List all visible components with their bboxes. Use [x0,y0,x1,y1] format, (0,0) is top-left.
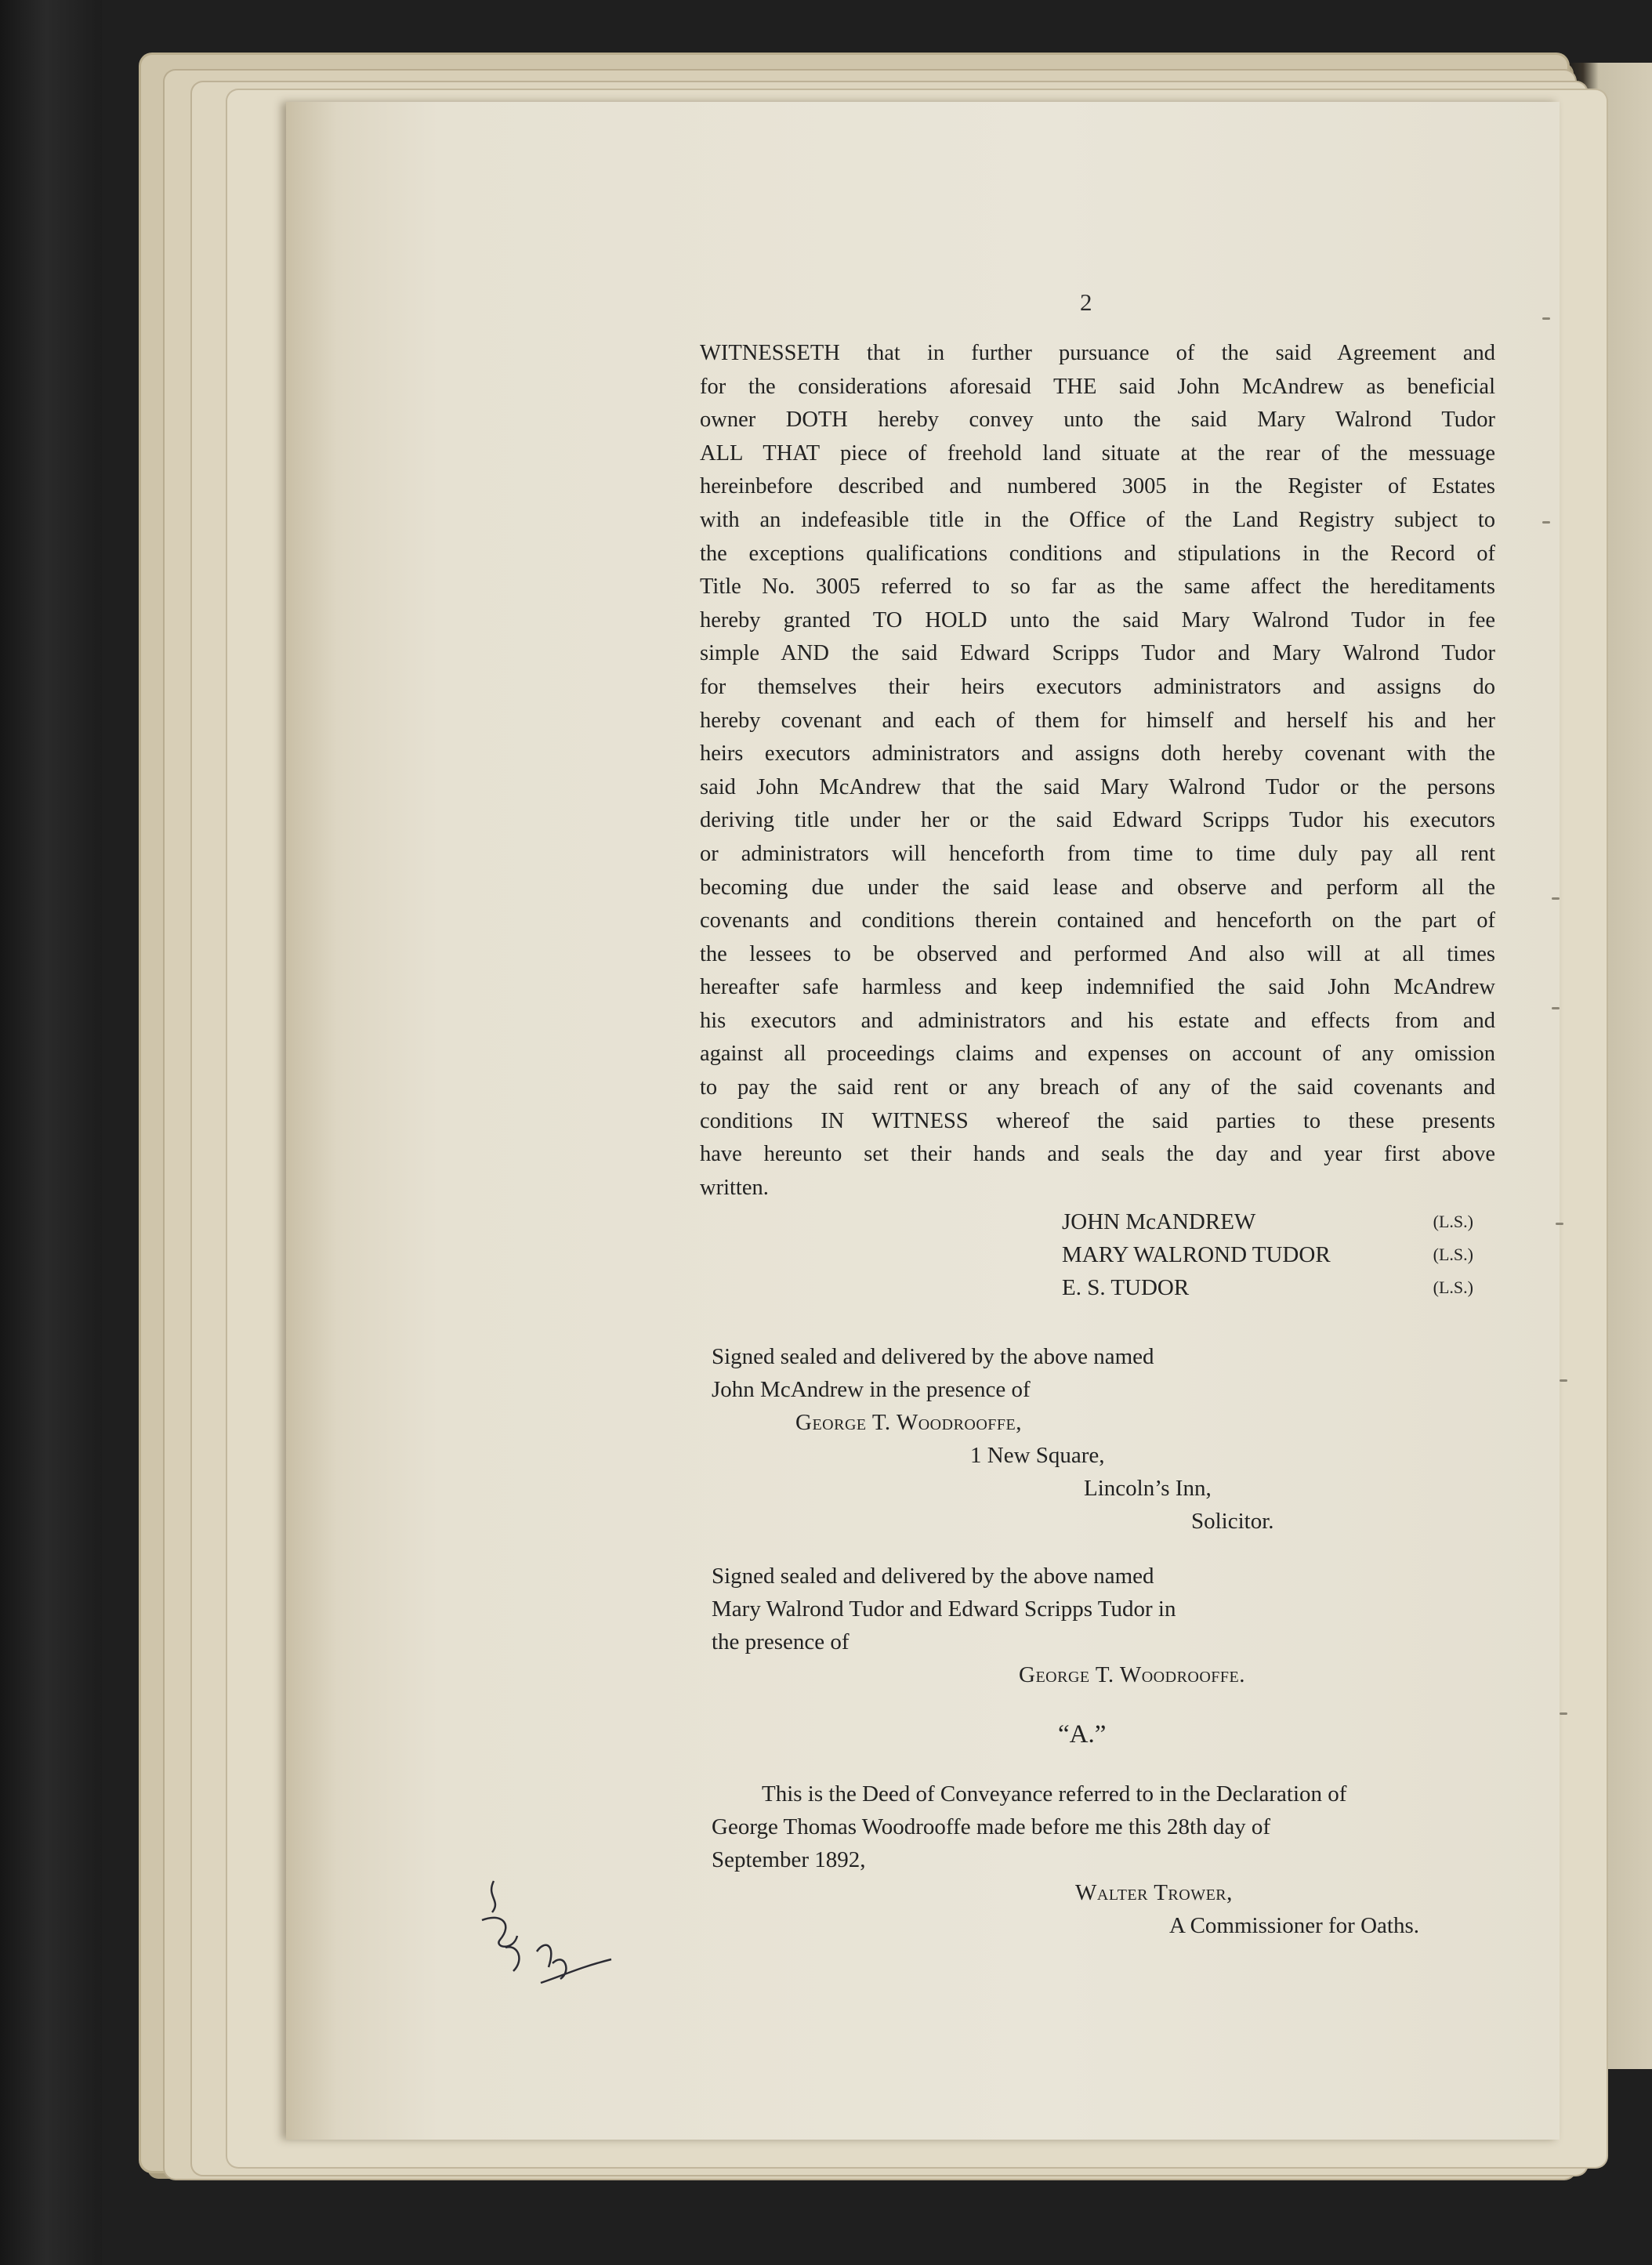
binding-stitch [1542,521,1550,524]
attestation-line: Signed sealed and delivered by the above named [712,1344,1154,1369]
exhibit-mark: “A.” [1058,1720,1107,1749]
body-line: or administrators will henceforth from time to time duly pay all rent [700,841,1495,866]
seal-mark: (L.S.) [1433,1245,1473,1264]
body-line: Title No. 3005 referred to so far as the same affect the hereditaments [700,574,1495,600]
body-line: have hereunto set their hands and seals the day and year first above [700,1142,1495,1167]
body-line: hereafter safe harmless and keep indemnified the said John McAndrew [700,975,1495,1000]
body-line: deriving title under her or the said Edward Scripps Tudor his executors [700,808,1495,833]
body-line: for the considerations aforesaid THE said John McAndrew as beneficial [700,374,1495,399]
attestation-line: the presence of [712,1629,850,1654]
witness-address: Lincoln’s Inn, [1084,1476,1212,1501]
body-line: WITNESSETH that in further pursuance of the said Agreement and [700,341,1495,365]
attestation-line: John McAndrew in the presence of [712,1377,1031,1402]
body-line: becoming due under the said lease and observe and perform all the [700,875,1495,900]
body-line: the exceptions qualifications conditions and stipulations in the Record of [700,541,1495,566]
body-line: hereby covenant and each of them for himself and herself his and her [700,708,1495,733]
declaration-line: George Thomas Woodrooffe made before me this 28th day of [712,1814,1271,1839]
binding-stitch [1560,1379,1567,1382]
seal-mark: (L.S.) [1433,1277,1473,1297]
commissioner-name: Walter Trower, [1075,1880,1233,1905]
commissioner-title: A Commissioner for Oaths. [1169,1913,1419,1938]
body-line: written. [700,1175,769,1200]
body-line: to pay the said rent or any breach of any of the said covenants and [700,1075,1495,1100]
body-line: the lessees to be observed and performed And also will at all times [700,941,1495,966]
body-line: covenants and conditions therein contained and henceforth on the part of [700,908,1495,933]
attestation-line: Mary Walrond Tudor and Edward Scripps Tudor in [712,1596,1176,1622]
body-line: against all proceedings claims and expenses on account of any omission [700,1042,1495,1067]
body-line: conditions IN WITNESS whereof the said parties to these presents [700,1108,1495,1133]
attestation-line: Signed sealed and delivered by the above named [712,1564,1154,1589]
witness-name: George T. Woodrooffe. [1019,1662,1246,1687]
witness-name: George T. Woodrooffe, [795,1410,1023,1435]
binding-stitch [1560,1712,1567,1715]
body-line: hereinbefore described and numbered 3005 in the Register of Estates [700,474,1495,499]
body-line: said John McAndrew that the said Mary Walrond Tudor or the persons [700,774,1495,799]
binding-stitch [1542,317,1550,320]
body-line: simple AND the said Edward Scripps Tudor and Mary Walrond Tudor [700,641,1495,666]
signatory-row [1062,1238,1473,1271]
book-binding [0,0,102,2265]
witness-title: Solicitor. [1191,1509,1274,1534]
body-line: heirs executors administrators and assigns doth hereby covenant with the [700,741,1495,766]
body-line: his executors and administrators and his estate and effects from and [700,1008,1495,1033]
body-line: hereby granted TO HOLD unto the said Mary Walrond Tudor in fee [700,607,1495,632]
declaration-line: September 1892, [712,1847,866,1872]
binding-stitch [1552,897,1560,900]
signatory-name: MARY WALROND TUDOR [1062,1242,1331,1267]
body-line: owner DOTH hereby convey unto the said Mary Walrond Tudor [700,408,1495,433]
body-line: with an indefeasible title in the Office of the Land Registry subject to [700,507,1495,532]
signatory-row [1062,1271,1473,1304]
signatory-name: JOHN McANDREW [1062,1209,1256,1234]
deed-body-text [700,337,1495,1205]
signatory-row [1062,1205,1473,1238]
declaration-line: This is the Deed of Conveyance referred to in the Declaration of [762,1781,1347,1807]
witness-address: 1 New Square, [970,1443,1105,1468]
body-line: ALL THAT piece of freehold land situate at the rear of the messuage [700,440,1495,466]
binding-stitch [1552,1007,1560,1009]
page-number: 2 [1080,288,1092,316]
body-line: for themselves their heirs executors administrators and assigns do [700,674,1495,699]
signatory-name: E. S. TUDOR [1062,1275,1190,1300]
signatory-block [1062,1205,1473,1304]
handwritten-initials-mark [470,1865,627,2006]
seal-mark: (L.S.) [1433,1212,1473,1231]
binding-stitch [1556,1223,1563,1225]
